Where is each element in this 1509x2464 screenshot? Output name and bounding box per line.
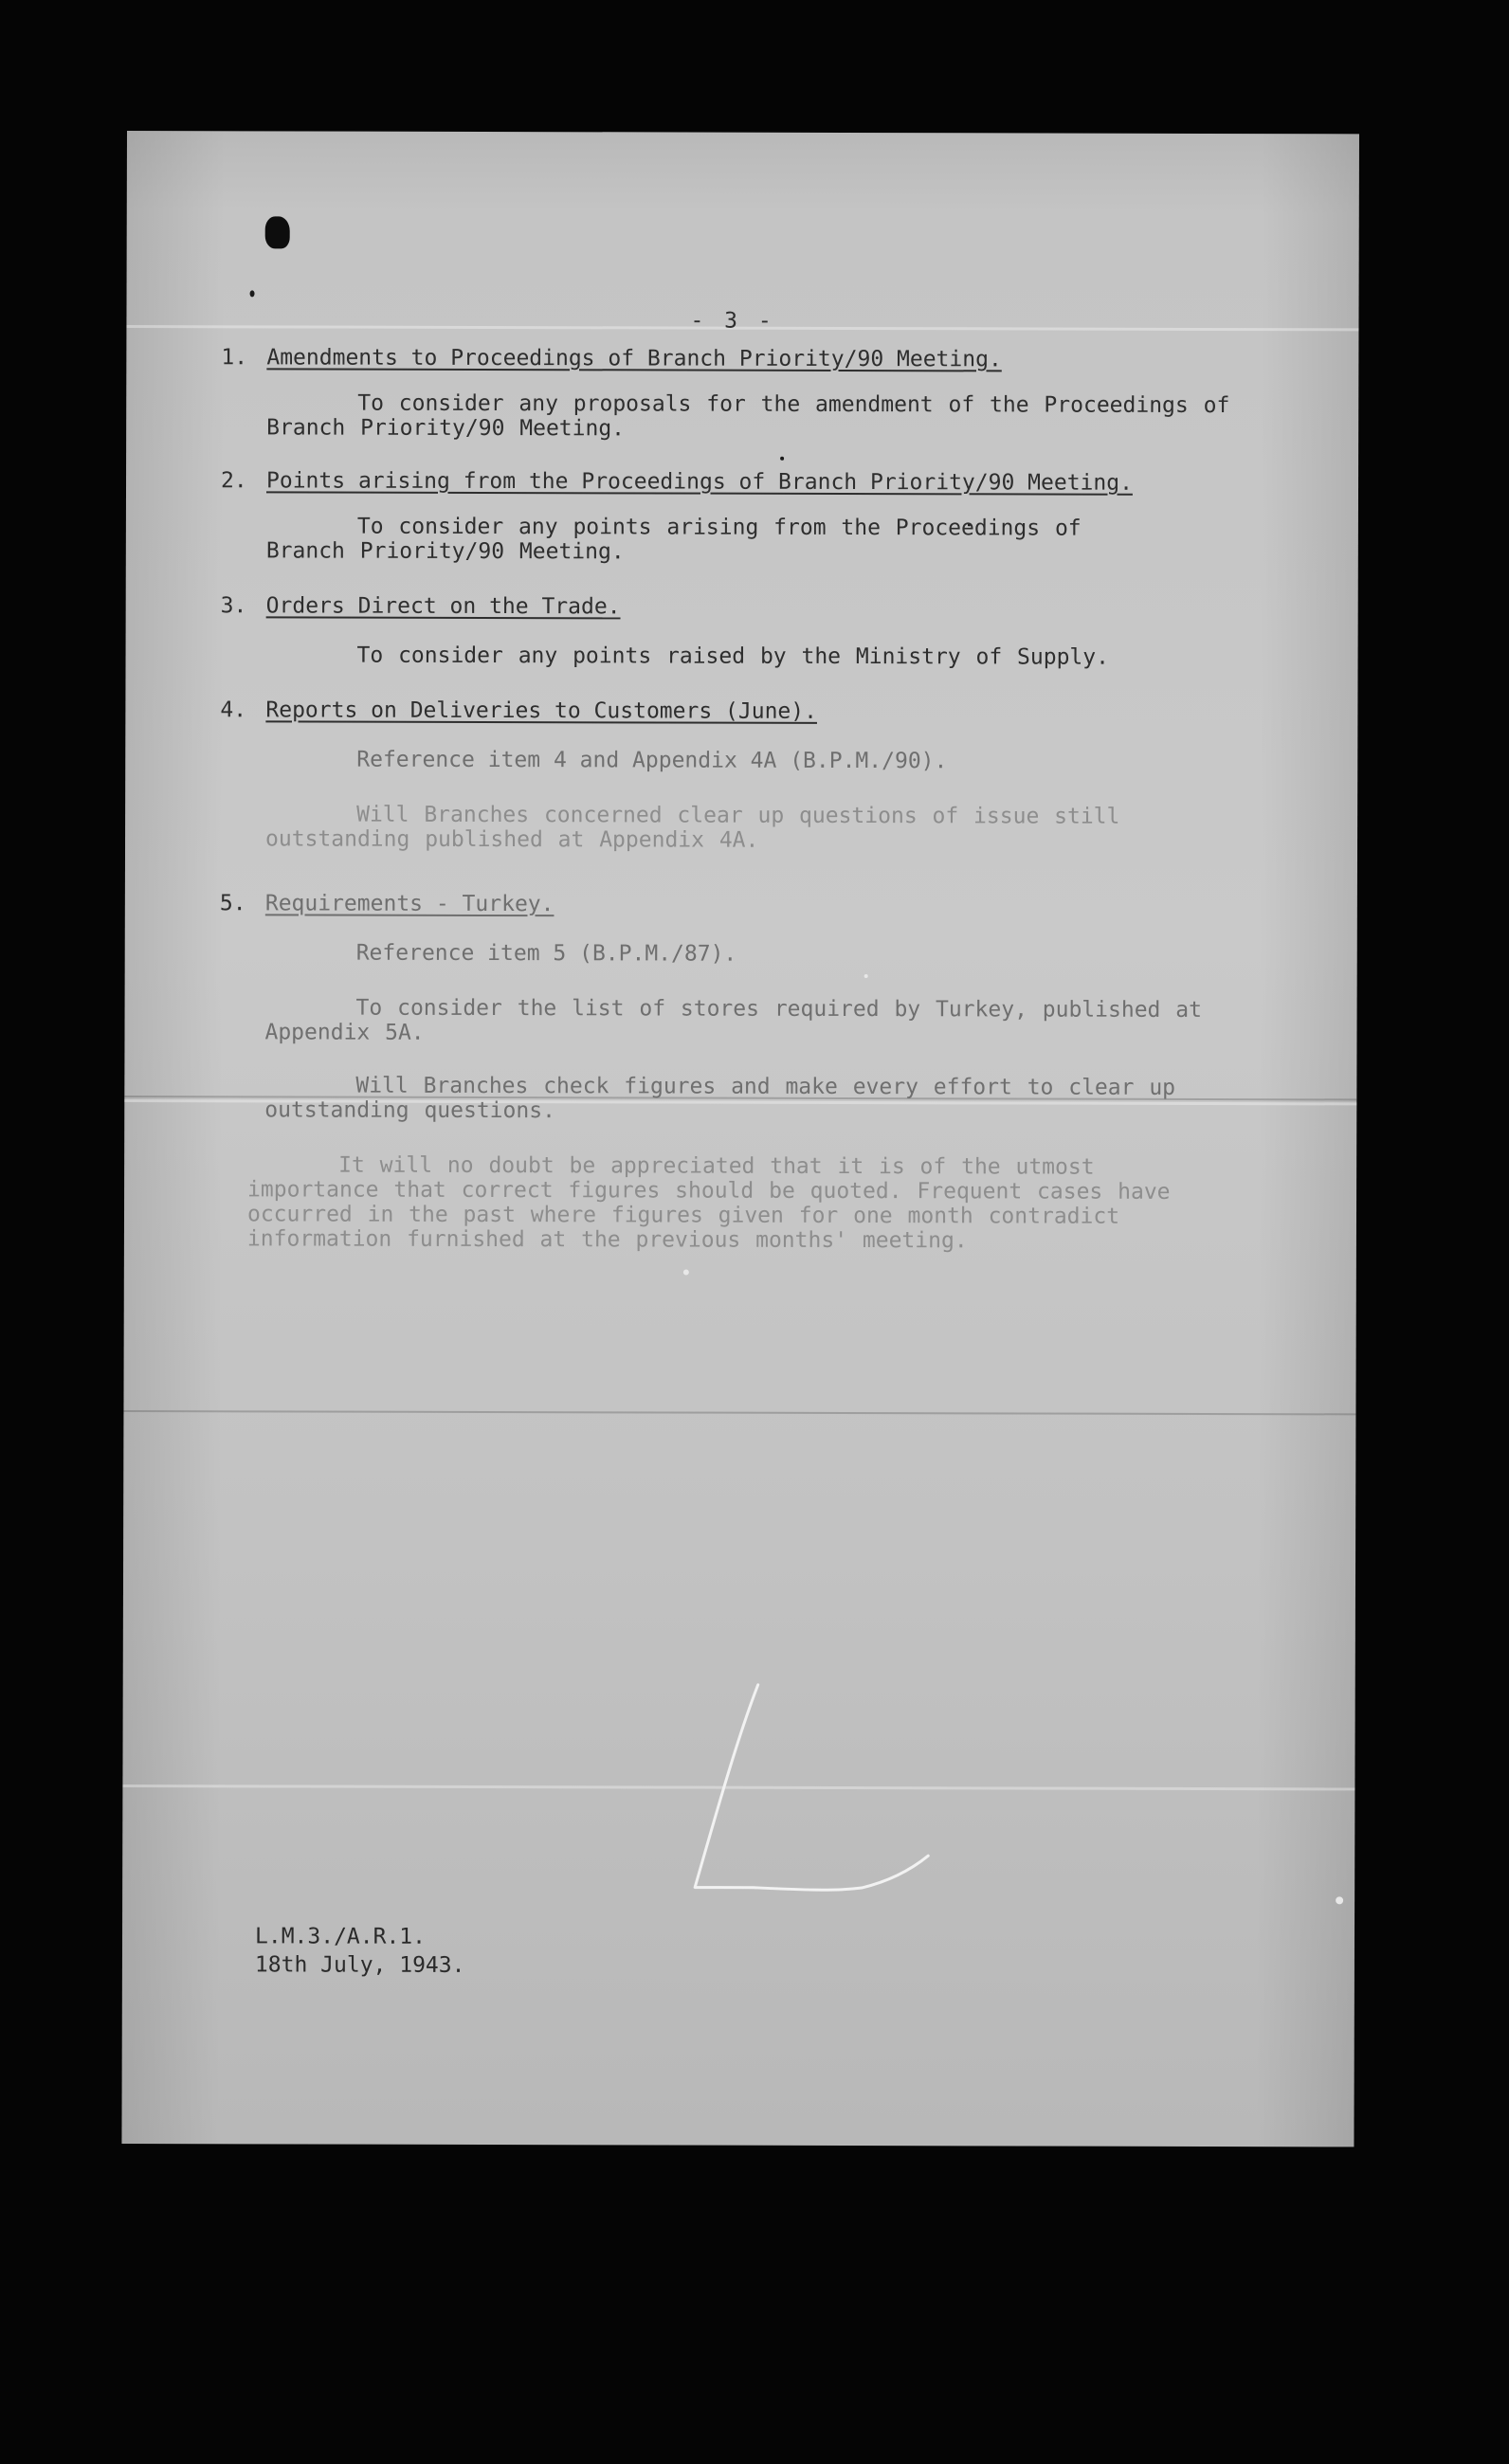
item-paragraph: It will no doubt be appreciated that it is of the utmost importance that correct figures should be quoted. Frequent cases have occurred in the past where figures given for one month contradict information furnished at the previous months' meeting.: [246, 1152, 1171, 1254]
agenda-item-5: [219, 891, 1300, 1254]
page-number: - 3 -: [690, 308, 775, 334]
fold-line: [123, 1410, 1355, 1415]
item-number: 1.: [221, 345, 248, 371]
ink-speck: [250, 290, 255, 297]
handwritten-mark: [672, 1677, 976, 1906]
item-heading: Amendments to Proceedings of Branch Priority/90 Meeting.: [266, 345, 1002, 372]
item-paragraph: To consider the list of stores required by Turkey, published at Appendix 5A.: [264, 995, 1202, 1045]
agenda-item-1: [221, 345, 1301, 442]
ink-speck: [780, 457, 784, 461]
item-reference: Reference item 5 (B.P.M./87).: [355, 940, 737, 967]
item-heading: Orders Direct on the Trade.: [265, 593, 621, 620]
item-heading: Requirements - Turkey.: [264, 891, 555, 917]
item-reference: Reference item 4 and Appendix 4A (B.P.M./90).: [356, 747, 948, 774]
agenda-item-3: [220, 593, 1301, 670]
item-number: 5.: [219, 891, 246, 916]
item-heading: Reports on Deliveries to Customers (June).: [265, 698, 818, 724]
dust-speck: [683, 1270, 689, 1276]
item-paragraph: To consider any proposals for the amendment of the Proceedings of Branch Priority/90 Meeting.: [266, 390, 1230, 442]
dust-speck: [1336, 1896, 1343, 1904]
document-footer: [255, 1922, 465, 1980]
footer-reference: L.M.3./A.R.1.: [254, 1924, 427, 1949]
document-page: [121, 131, 1359, 2147]
agenda-item-2: [220, 468, 1301, 565]
footer-date: 18th July, 1943.: [254, 1952, 465, 1978]
item-paragraph: To consider any points raised by the Ministry of Supply.: [356, 643, 1110, 670]
item-number: 2.: [220, 468, 247, 494]
agenda-item-4: [220, 698, 1300, 853]
ink-blot: [265, 216, 290, 248]
item-number: 4.: [220, 698, 247, 723]
item-paragraph: To consider any points arising from the Proceedings of Branch Priority/90 Meeting.: [265, 514, 1082, 565]
item-paragraph: Will Branches check figures and make every effort to clear up outstanding questions.: [264, 1073, 1176, 1124]
dust-speck: [864, 974, 868, 978]
item-paragraph: Will Branches concerned clear up questions of issue still outstanding published at Appendix 4A.: [265, 802, 1120, 853]
item-number: 3.: [220, 593, 247, 619]
item-heading: Points arising from the Proceedings of Branch Priority/90 Meeting.: [265, 468, 1133, 496]
